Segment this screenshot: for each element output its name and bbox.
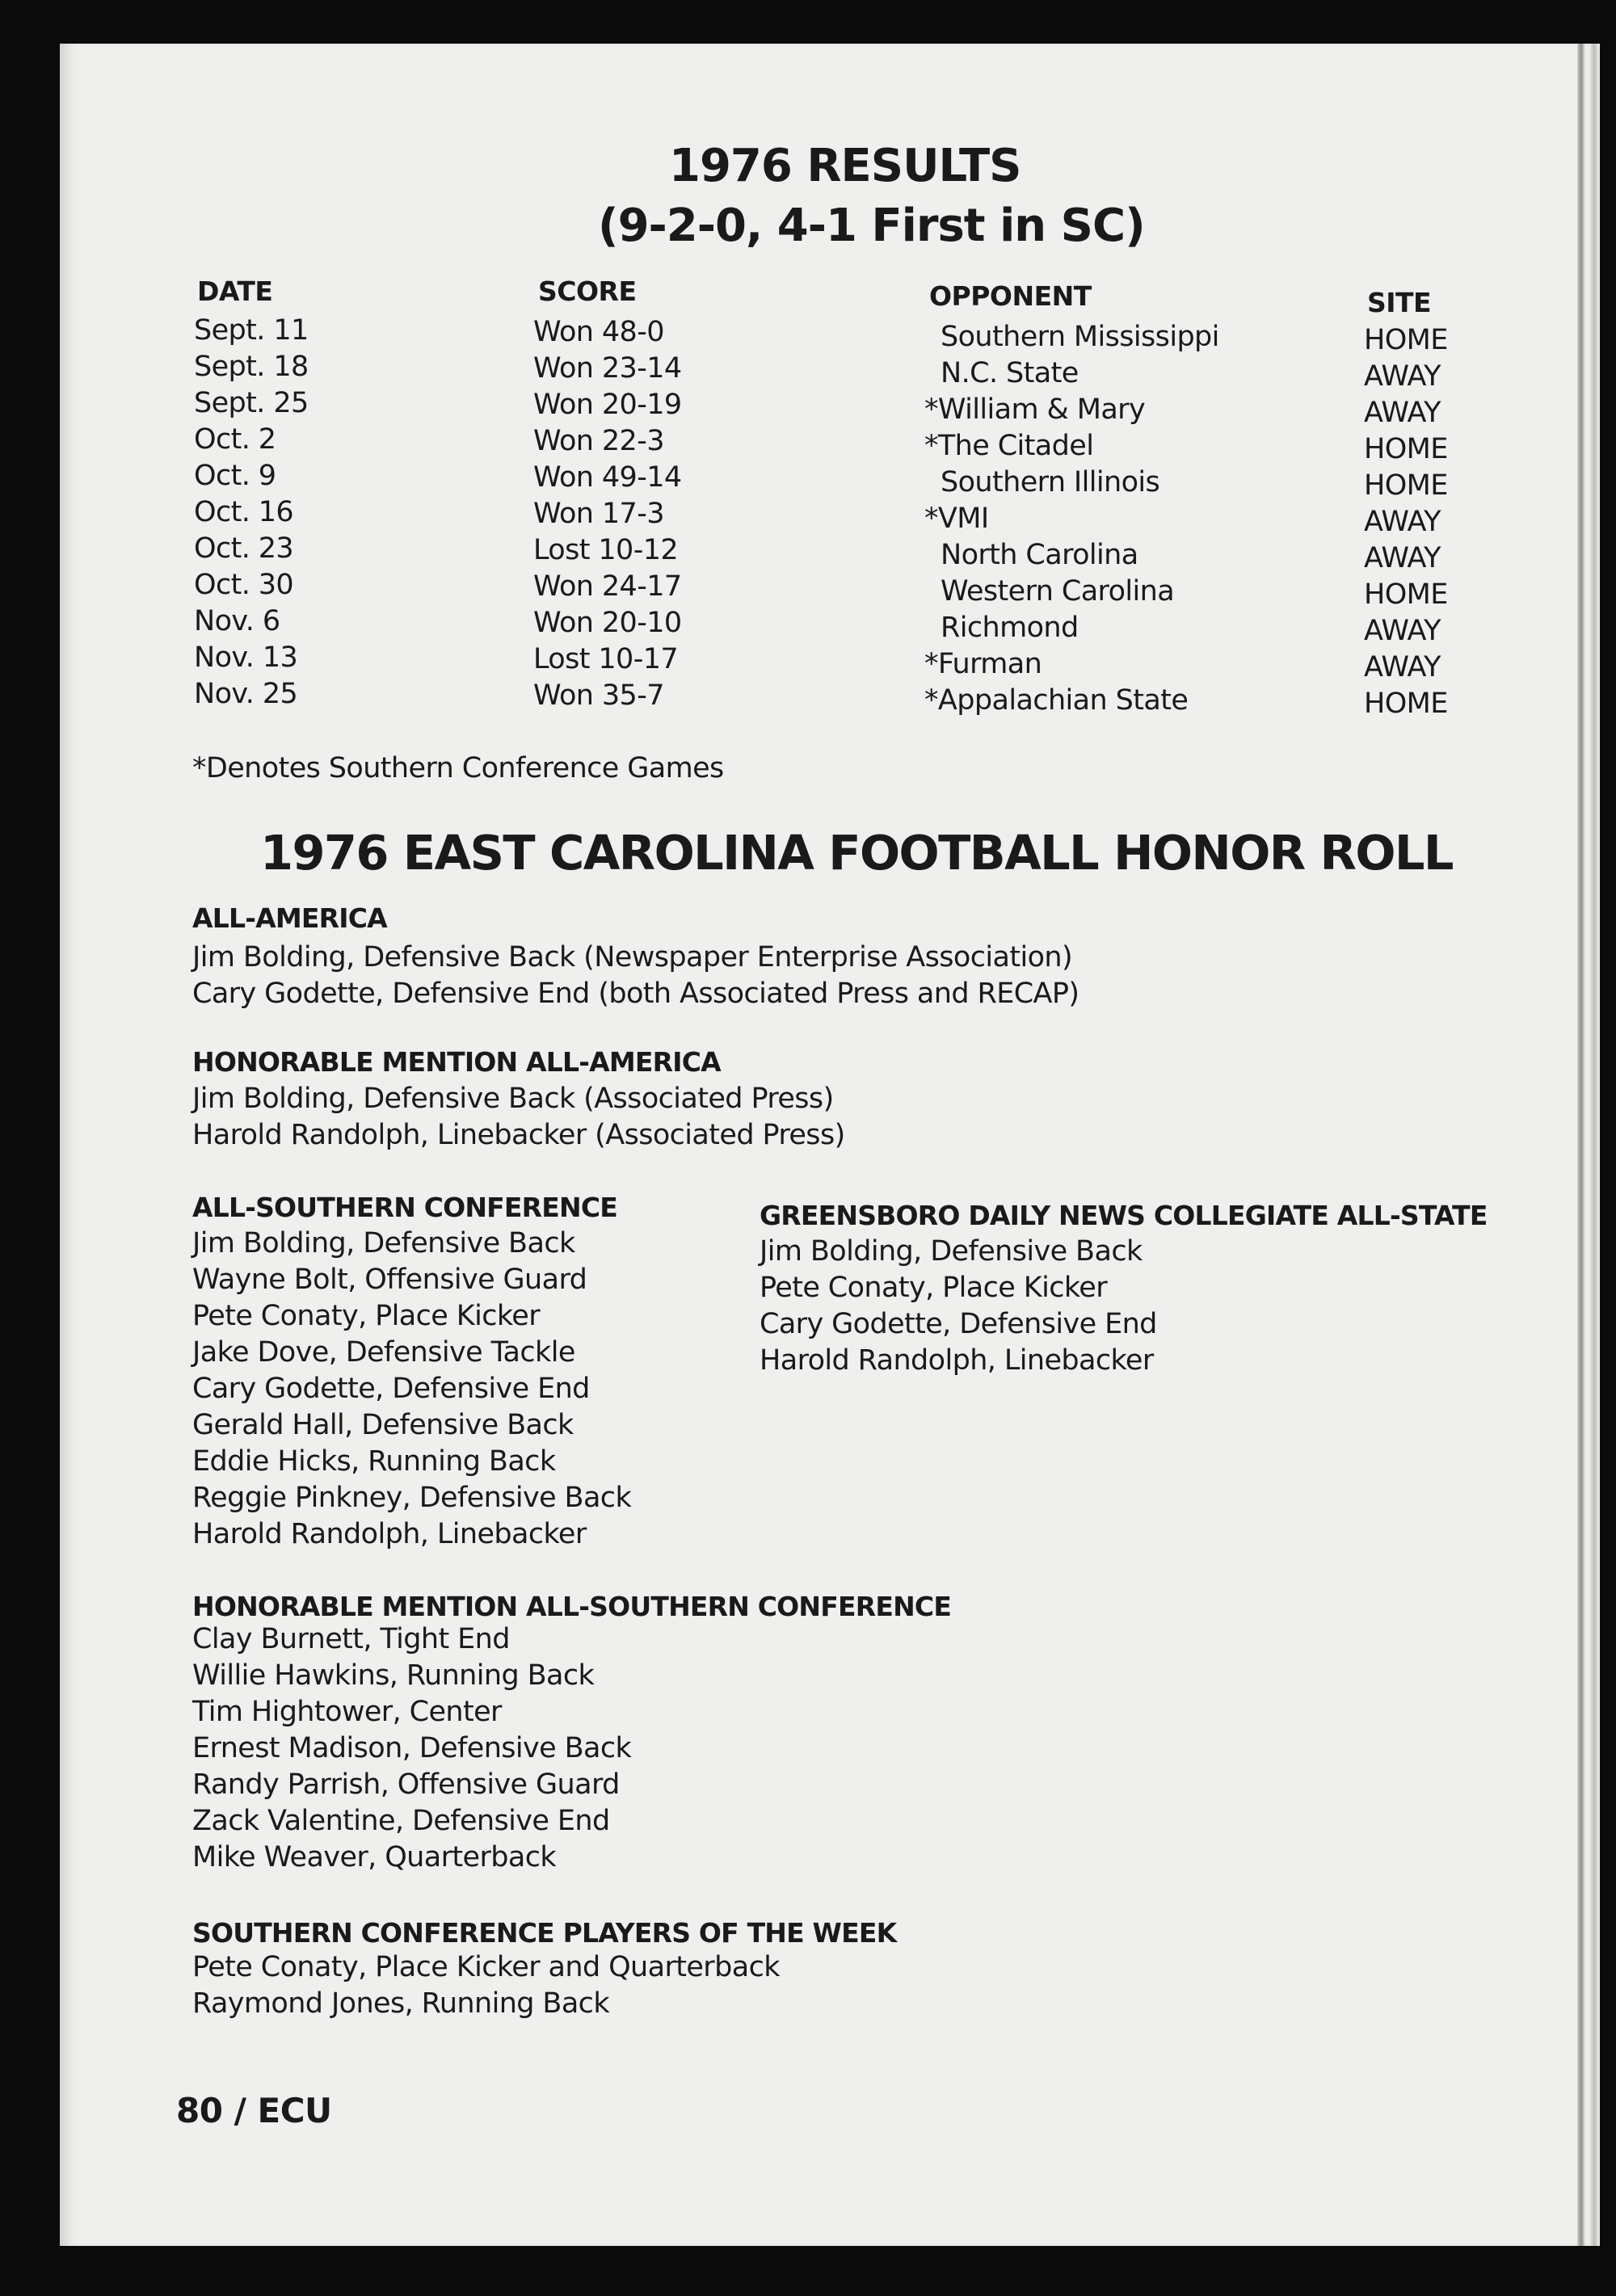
- cell-site: HOME: [1364, 578, 1448, 611]
- cell-opponent: *William & Mary: [924, 393, 1146, 426]
- honor-entry: Jake Dove, Defensive Tackle: [192, 1336, 575, 1369]
- cell-opponent: N.C. State: [941, 357, 1079, 389]
- cell-score: Won 20-19: [533, 389, 682, 421]
- honor-entry: Cary Godette, Defensive End (both Associated Press and RECAP): [192, 978, 1079, 1010]
- cell-date: Nov. 6: [194, 605, 280, 637]
- cell-site: HOME: [1364, 469, 1448, 502]
- cell-score: Won 23-14: [533, 352, 682, 385]
- cell-site: AWAY: [1364, 542, 1441, 574]
- cell-opponent: Richmond: [941, 612, 1079, 644]
- honor-entry: Reggie Pinkney, Defensive Back: [192, 1482, 632, 1514]
- honor-entry: Willie Hawkins, Running Back: [192, 1659, 595, 1692]
- section-heading: GREENSBORO DAILY NEWS COLLEGIATE ALL-STATE: [760, 1200, 1488, 1231]
- cell-site: AWAY: [1364, 615, 1441, 647]
- section-heading: ALL-SOUTHERN CONFERENCE: [192, 1192, 618, 1223]
- cell-score: Lost 10-17: [533, 643, 679, 675]
- honor-entry: Cary Godette, Defensive End: [192, 1373, 590, 1405]
- honor-entry: Jim Bolding, Defensive Back: [192, 1227, 575, 1259]
- section-heading: HONORABLE MENTION ALL-AMERICA: [192, 1046, 721, 1078]
- honor-entry: Randy Parrish, Offensive Guard: [192, 1768, 620, 1801]
- honor-entry: Wayne Bolt, Offensive Guard: [192, 1264, 587, 1296]
- cell-opponent: Southern Illinois: [941, 466, 1160, 498]
- cell-opponent: Western Carolina: [941, 575, 1175, 608]
- results-footnote: *Denotes Southern Conference Games: [192, 752, 724, 784]
- cell-date: Oct. 30: [194, 569, 294, 601]
- honor-entry: Harold Randolph, Linebacker: [192, 1518, 587, 1550]
- honor-entry: Pete Conaty, Place Kicker: [760, 1272, 1107, 1304]
- page-footer: 80 / ECU: [176, 2091, 332, 2130]
- cell-date: Oct. 2: [194, 423, 276, 456]
- header-site: SITE: [1367, 287, 1432, 318]
- cell-score: Won 17-3: [533, 498, 664, 530]
- cell-site: AWAY: [1364, 397, 1441, 429]
- honor-entry: Zack Valentine, Defensive End: [192, 1805, 610, 1837]
- cell-opponent: Southern Mississippi: [941, 321, 1219, 353]
- cell-site: HOME: [1364, 688, 1448, 720]
- honor-entry: Jim Bolding, Defensive Back (Newspaper Enterprise Association): [192, 941, 1073, 973]
- cell-opponent: *VMI: [924, 503, 989, 535]
- honor-roll-title: 1976 EAST CAROLINA FOOTBALL HONOR ROLL: [260, 825, 1453, 881]
- cell-date: Oct. 23: [194, 532, 294, 565]
- cell-date: Oct. 9: [194, 460, 276, 492]
- cell-date: Nov. 13: [194, 641, 298, 674]
- cell-date: Nov. 25: [194, 678, 298, 710]
- cell-date: Oct. 16: [194, 496, 294, 528]
- cell-score: Won 48-0: [533, 316, 664, 348]
- header-score: SCORE: [538, 275, 637, 307]
- section-heading: HONORABLE MENTION ALL-SOUTHERN CONFERENCE: [192, 1591, 952, 1622]
- section-heading: ALL-AMERICA: [192, 902, 387, 934]
- honor-entry: Jim Bolding, Defensive Back: [760, 1235, 1143, 1268]
- cell-opponent: *The Citadel: [924, 430, 1094, 462]
- honor-entry: Jim Bolding, Defensive Back (Associated Press): [192, 1083, 834, 1115]
- cell-site: HOME: [1364, 433, 1448, 465]
- section-heading: SOUTHERN CONFERENCE PLAYERS OF THE WEEK: [192, 1917, 897, 1949]
- honor-entry: Raymond Jones, Running Back: [192, 1987, 609, 2020]
- cell-site: AWAY: [1364, 360, 1441, 393]
- honor-entry: Eddie Hicks, Running Back: [192, 1445, 556, 1478]
- honor-entry: Mike Weaver, Quarterback: [192, 1841, 557, 1873]
- honor-entry: Pete Conaty, Place Kicker: [192, 1300, 540, 1332]
- honor-entry: Harold Randolph, Linebacker (Associated Press): [192, 1119, 845, 1151]
- cell-site: HOME: [1364, 324, 1448, 356]
- header-opponent: OPPONENT: [929, 280, 1092, 312]
- honor-entry: Tim Hightower, Center: [192, 1696, 502, 1728]
- cell-date: Sept. 25: [194, 387, 309, 419]
- cell-score: Won 24-17: [533, 570, 682, 603]
- honor-entry: Cary Godette, Defensive End: [760, 1308, 1157, 1340]
- cell-score: Won 49-14: [533, 461, 682, 494]
- cell-score: Lost 10-12: [533, 534, 679, 566]
- cell-date: Sept. 11: [194, 314, 309, 347]
- honor-entry: Gerald Hall, Defensive Back: [192, 1409, 574, 1441]
- cell-opponent: North Carolina: [941, 539, 1138, 571]
- honor-entry: Clay Burnett, Tight End: [192, 1623, 510, 1655]
- honor-entry: Pete Conaty, Place Kicker and Quarterback: [192, 1951, 780, 1983]
- cell-site: AWAY: [1364, 506, 1441, 538]
- page-binding-edge: [1577, 44, 1585, 2246]
- cell-opponent: *Appalachian State: [924, 684, 1189, 717]
- cell-score: Won 35-7: [533, 679, 664, 712]
- cell-score: Won 20-10: [533, 607, 682, 639]
- page-binding-edge-inner: [1589, 44, 1600, 2246]
- cell-opponent: *Furman: [924, 648, 1042, 680]
- results-title: 1976 RESULTS: [669, 140, 1021, 192]
- cell-date: Sept. 18: [194, 351, 309, 383]
- cell-site: AWAY: [1364, 651, 1441, 683]
- honor-entry: Harold Randolph, Linebacker: [760, 1344, 1154, 1377]
- results-record: (9-2-0, 4-1 First in SC): [598, 200, 1145, 252]
- honor-entry: Ernest Madison, Defensive Back: [192, 1732, 632, 1764]
- header-date: DATE: [197, 275, 273, 307]
- cell-score: Won 22-3: [533, 425, 664, 457]
